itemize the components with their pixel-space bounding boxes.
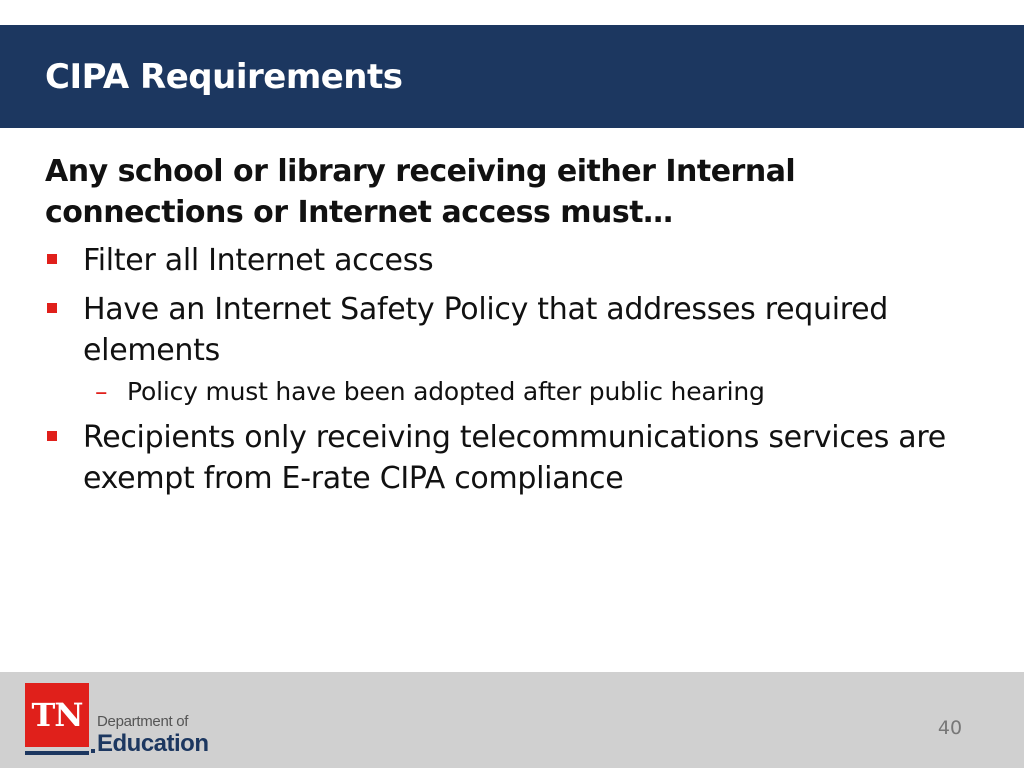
sub-bullet-item [45,375,980,409]
logo-department-text: Department of [97,713,189,730]
bullet-item [45,240,980,281]
bullet-list [45,240,980,507]
slide-title: CIPA Requirements [45,57,403,97]
bullet-text: Recipients only receiving telecommunications services are exempt from E-rate CIPA compliance [83,420,946,496]
bullet-item [45,289,980,371]
logo-dot [91,749,95,753]
bullet-item [45,417,980,499]
bullet-text: Have an Internet Safety Policy that addresses required elements [83,292,889,368]
bullet-text: Filter all Internet access [83,243,434,278]
square-bullet-icon [47,431,57,441]
logo-underline [25,751,89,755]
tn-logo-mark: TN [25,683,89,747]
logo-education-text: Education [97,730,209,757]
square-bullet-icon [47,254,57,264]
square-bullet-icon [47,303,57,313]
tn-department-of-education-logo [25,683,225,759]
sub-bullet-text: Policy must have been adopted after public hearing [127,377,765,406]
page-number: 40 [937,717,963,739]
dash-bullet-icon: – [95,377,108,406]
lead-statement: Any school or library receiving either Internal connections or Internet access must… [45,154,796,230]
